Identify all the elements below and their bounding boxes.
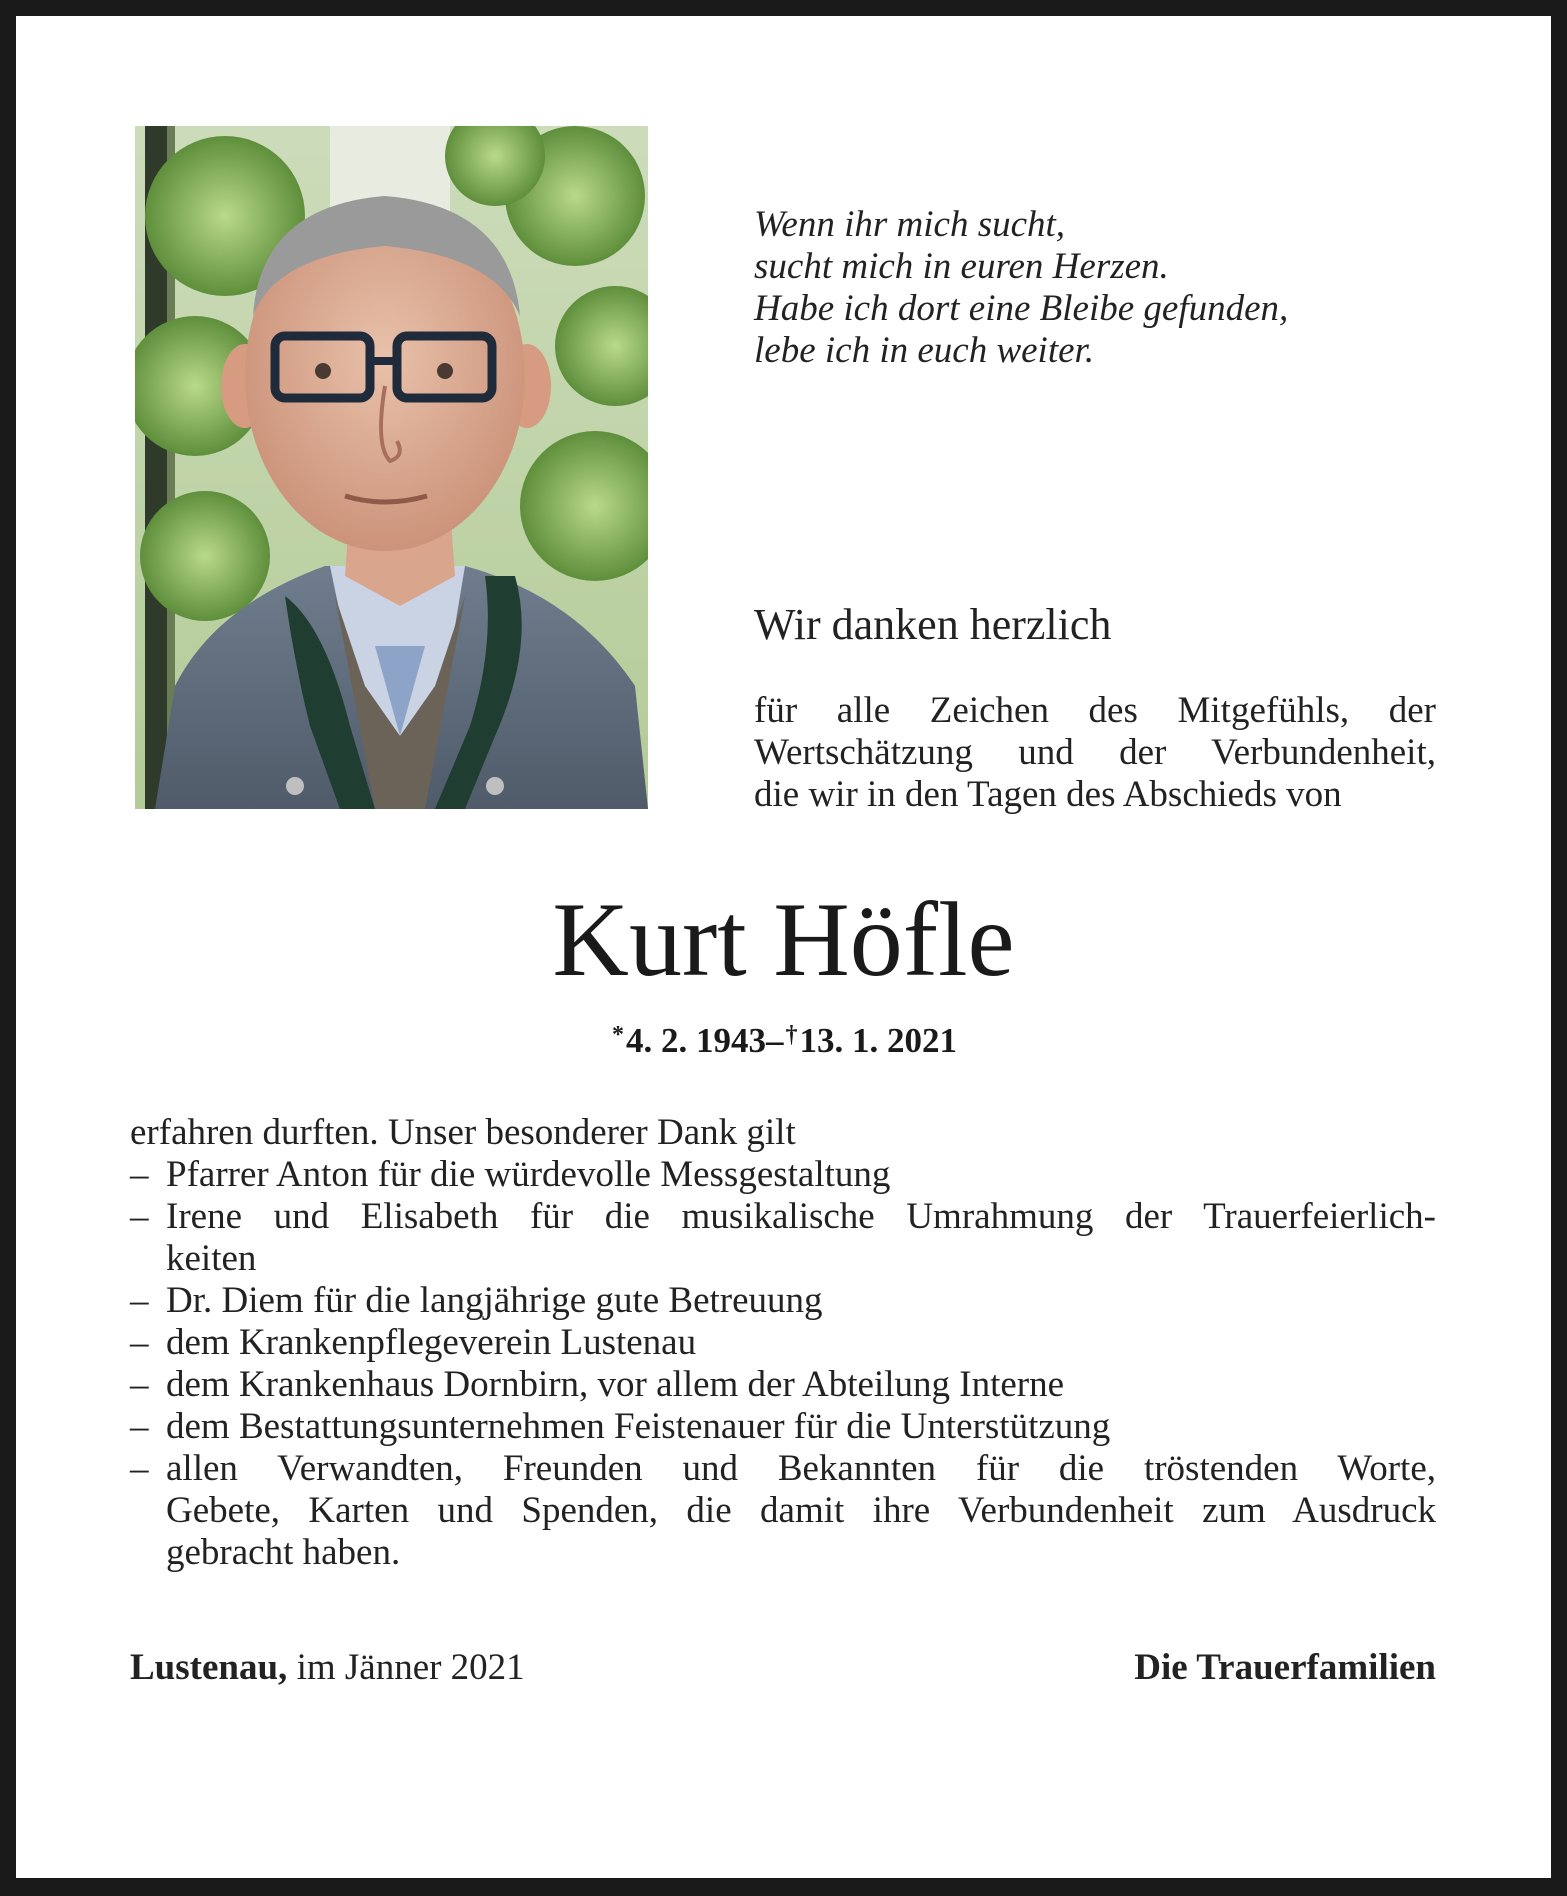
thanks-heading: Wir danken herzlich <box>754 600 1112 649</box>
poem-line: lebe ich in euch weiter. <box>754 330 1095 371</box>
list-item <box>130 1196 1436 1280</box>
birth-date: 4. 2. 1943 <box>626 1021 766 1060</box>
thanks-line: die wir in den Tagen des Abschieds von <box>754 774 1342 815</box>
birth-symbol: * <box>612 1022 624 1048</box>
poem-line: sucht mich in euren Herzen. <box>754 246 1169 287</box>
thanks-line: für alle Zeichen des Mitgefühls, der <box>754 690 1436 731</box>
list-dash: – <box>130 1448 149 1489</box>
list-dash: – <box>130 1364 149 1405</box>
body-intro: erfahren durften. Unser besonderer Dank gilt <box>130 1112 796 1153</box>
list-item-line: Gebete, Karten und Spenden, die damit ihre Verbundenheit zum Ausdruck <box>166 1490 1436 1531</box>
list-item-line: Pfarrer Anton für die würdevolle Messgestaltung <box>166 1154 891 1195</box>
poem-line: Wenn ihr mich sucht, <box>754 204 1066 245</box>
footer-place-date <box>130 1646 525 1690</box>
list-item-line: keiten <box>166 1238 257 1279</box>
list-item-line: allen Verwandten, Freunden und Bekannten für die tröstenden Worte, <box>166 1448 1436 1489</box>
footer-date: im Jänner 2021 <box>296 1647 525 1688</box>
poem <box>754 204 1454 372</box>
list-item-line: dem Krankenhaus Dornbirn, vor allem der Abteilung Interne <box>166 1364 1065 1405</box>
list-item-line: gebracht haben. <box>166 1532 401 1573</box>
thanks-body <box>130 1112 1436 1574</box>
list-dash: – <box>130 1280 149 1321</box>
list-item <box>130 1364 1436 1406</box>
thanks-text <box>754 690 1436 816</box>
death-symbol: † <box>785 1022 798 1048</box>
deceased-name: Kurt Höfle <box>552 881 1015 998</box>
poem-line: Habe ich dort eine Bleibe gefunden, <box>754 288 1289 329</box>
list-item <box>130 1154 1436 1196</box>
portrait-photo <box>135 126 648 809</box>
list-item-line: Dr. Diem für die langjährige gute Betreuung <box>166 1280 823 1321</box>
list-dash: – <box>130 1154 149 1195</box>
footer-place: Lustenau, <box>130 1647 288 1688</box>
list-dash: – <box>130 1196 149 1237</box>
list-dash: – <box>130 1406 149 1447</box>
list-item-line: Irene und Elisabeth für die musikalische Umrahmung der Trauerfeierlich- <box>166 1196 1436 1237</box>
death-date: 13. 1. 2021 <box>799 1021 957 1060</box>
footer-signature: Die Trauerfamilien <box>1134 1647 1436 1688</box>
life-dates <box>0 1008 1567 1068</box>
date-separator: – <box>766 1021 784 1060</box>
list-item <box>130 1448 1436 1574</box>
portrait-icon <box>135 126 648 809</box>
thanks-line: Wertschätzung und der Verbundenheit, <box>754 732 1436 773</box>
list-item-line: dem Krankenpflegeverein Lustenau <box>166 1322 697 1363</box>
list-dash: – <box>130 1322 149 1363</box>
list-item <box>130 1406 1436 1448</box>
list-item <box>130 1322 1436 1364</box>
thanks-list <box>130 1154 1436 1574</box>
list-item <box>130 1280 1436 1322</box>
list-item-line: dem Bestattungsunternehmen Feistenauer für die Unterstützung <box>166 1406 1111 1447</box>
